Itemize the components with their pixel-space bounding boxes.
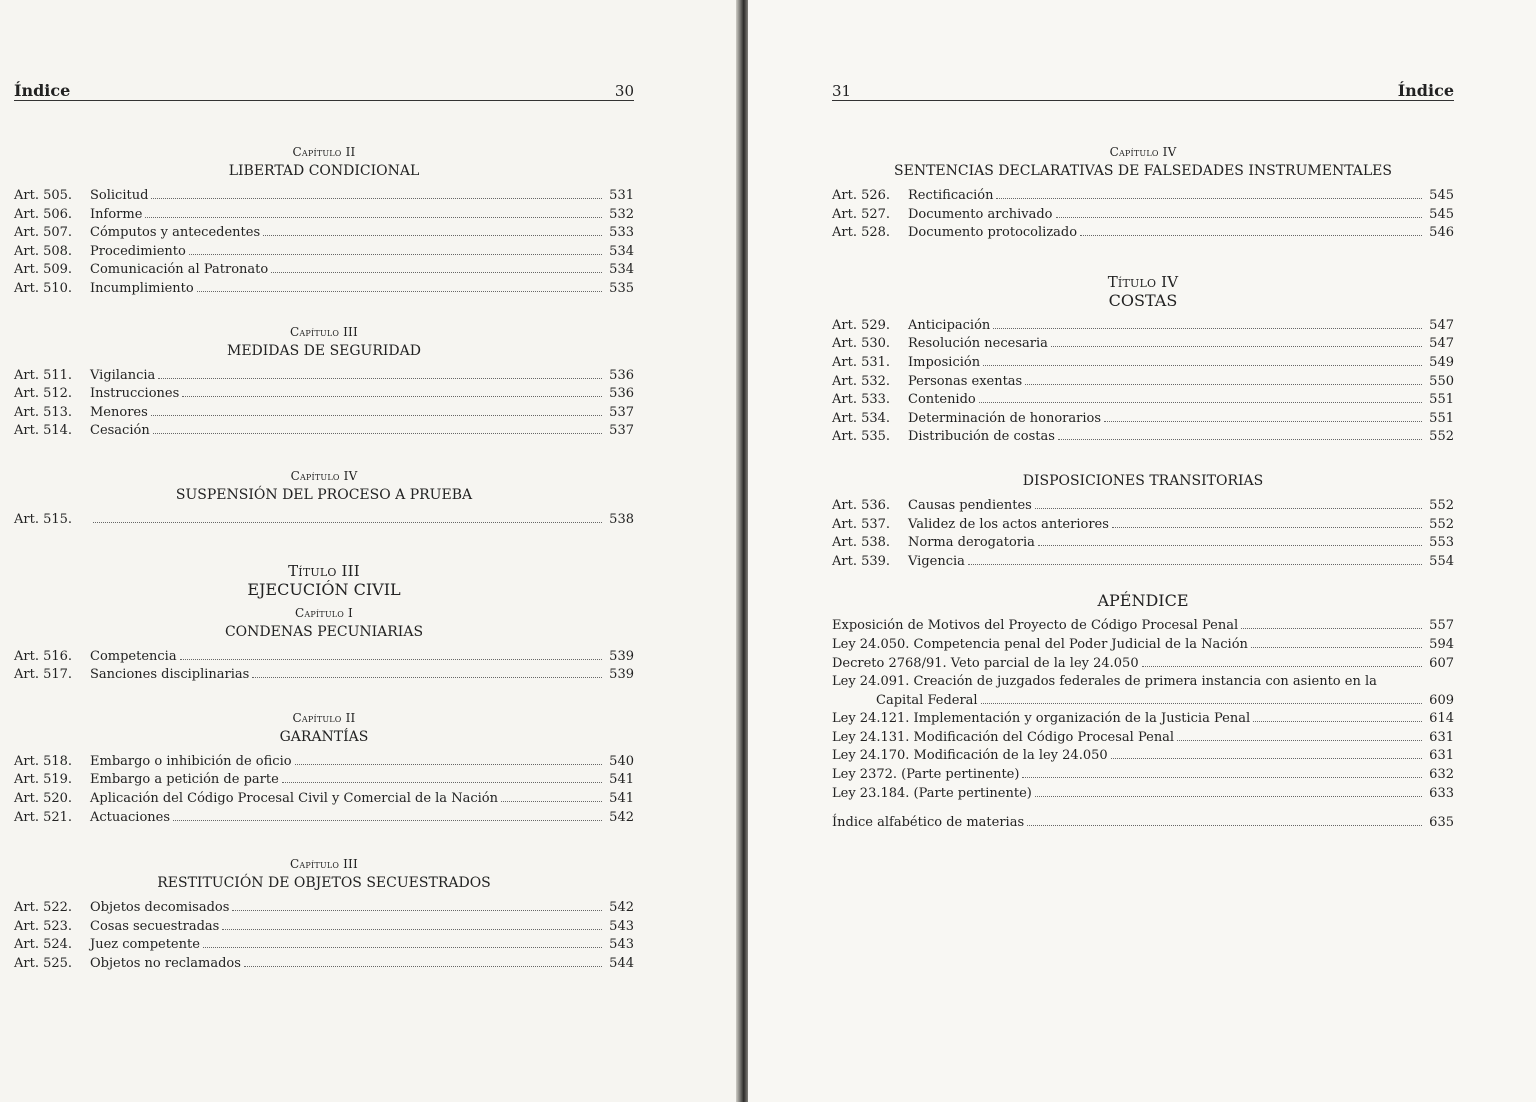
entry-page: 551 [1429,410,1454,426]
index-entry [832,410,1454,429]
dot-leader [282,782,602,783]
index-entry [14,899,634,918]
entry-page: 541 [609,790,634,806]
chapter-block [14,467,634,530]
left-page [0,0,742,1102]
index-entry [14,367,634,386]
index-entry [832,206,1454,225]
entry-page: 557 [1429,618,1454,634]
entry-page: 549 [1429,354,1454,370]
index-entry [14,404,634,423]
entry-label: Validez de los actos anteriores [908,516,1109,532]
article-number: Art. 526. [832,188,891,203]
dot-leader [983,365,1422,366]
entry-label: Determinación de honorarios [908,410,1102,426]
article-number: Art. 510. [14,280,73,296]
entry-label: Ley 24.050. Competencia penal del Poder Judicial de la Nación [832,636,1248,652]
right-page [748,0,1536,1102]
title-block [14,562,634,685]
chapter-block [14,143,634,299]
article-number: Art. 507. [14,225,73,241]
appendix-entry [832,766,1454,785]
titulo-label: Título IV [1107,272,1179,291]
entry-continuation [832,692,1454,711]
entry-page: 635 [1429,815,1454,831]
index-entry [832,187,1454,206]
index-entry [14,771,634,790]
chapter-title: GARANTÍAS [279,728,369,745]
dot-leader [1056,217,1423,218]
dot-leader [203,947,602,948]
entry-page: 550 [1429,373,1454,389]
entry-label: Ley 24.091. Creación de juzgados federales de primera instancia con asiento en la [832,674,1377,690]
dot-leader [1104,421,1422,422]
dot-leader [93,522,602,523]
entry-page: 531 [609,188,634,203]
article-number: Art. 537. [832,516,891,532]
entry-label: Incumplimiento [90,280,194,296]
article-number: Art. 524. [14,937,73,953]
article-number: Art. 516. [14,648,73,664]
entry-page: 614 [1429,711,1454,727]
entry-page: 553 [1429,535,1454,551]
entry-page: 540 [609,753,634,769]
dot-leader [1035,796,1422,797]
index-entry [832,317,1454,336]
article-number: Art. 538. [832,535,891,551]
appendix-entry [832,636,1454,655]
appendix-entry [832,617,1454,636]
article-number: Art. 511. [14,367,73,383]
dot-leader [501,801,602,802]
entry-label: Aplicación del Código Procesal Civil y Comercial de la Nación [90,790,498,806]
entry-page: 539 [609,667,634,683]
entry-page: 543 [609,918,634,934]
entry-label: Anticipación [908,317,991,333]
dot-leader [1080,235,1422,236]
entry-label: Resolución necesaria [908,336,1048,352]
section-title: DISPOSICIONES TRANSITORIAS [1022,472,1264,489]
chapter-label: Capítulo II [292,145,356,159]
chapter-block [832,143,1454,243]
dot-leader [271,272,602,273]
index-entry [832,373,1454,392]
dot-leader [1142,666,1422,667]
chapter-title: CONDENAS PECUNIARIAS [224,623,424,640]
appendix-entry [832,729,1454,748]
appendix-entry [832,747,1454,766]
entry-page: 631 [1429,748,1454,764]
dot-leader [295,764,602,765]
index-entry [14,955,634,974]
entry-label: Procedimiento [90,243,186,259]
article-number: Art. 506. [14,206,73,222]
header-title: Índice [1397,81,1454,100]
article-number: Art. 509. [14,262,73,278]
index-entry [14,422,634,441]
entry-page: 547 [1429,317,1454,333]
dot-leader [151,198,602,199]
dot-leader [1025,384,1422,385]
entry-label-cont: Capital Federal [876,692,978,708]
entry-label: Personas exentas [908,373,1023,389]
article-number: Art. 529. [832,317,891,333]
titulo-title: EJECUCIÓN CIVIL [247,579,401,599]
page-header-right [832,76,1454,101]
entry-label: Ley 24.131. Modificación del Código Procesal Penal [832,729,1175,745]
page-number: 31 [832,82,852,100]
index-entry [832,354,1454,373]
entry-label: Solicitud [90,188,149,203]
right-content [832,143,1454,851]
entry-label: Vigilancia [90,367,156,383]
article-number: Art. 532. [832,373,891,389]
entry-label: Causas pendientes [908,497,1032,513]
entry-page: 538 [609,511,634,527]
entry-page: 594 [1429,636,1454,652]
entry-page: 607 [1429,655,1454,671]
page-number: 30 [614,82,634,100]
entry-label: Instrucciones [90,386,180,402]
chapter-block [14,709,634,827]
chapter-title: RESTITUCIÓN DE OBJETOS SECUESTRADOS [157,875,491,892]
chapter-label: Capítulo II [292,710,356,725]
entry-label: Competencia [90,648,177,664]
entry-page: 552 [1429,516,1454,532]
index-entry [14,261,634,280]
entry-page: 545 [1429,188,1454,203]
entry-label: Distribución de costas [908,429,1055,445]
chapter-label: Capítulo III [290,857,358,872]
entry-label: Juez competente [90,937,200,953]
chapter-label: Capítulo IV [290,468,358,483]
entry-label: Decreto 2768/91. Veto parcial de la ley 24.050 [832,655,1139,671]
entry-label: Actuaciones [90,809,171,825]
article-number: Art. 539. [832,553,891,569]
dot-leader [968,564,1422,565]
appendix-entry [832,655,1454,674]
entry-label: Sanciones disciplinarias [90,667,250,683]
dot-leader [232,910,602,911]
article-number: Art. 533. [832,392,891,408]
dot-leader [173,820,602,821]
index-entry [14,918,634,937]
index-entry [14,753,634,772]
entry-page: 534 [609,262,634,278]
entry-page: 542 [609,809,634,825]
article-number: Art. 535. [832,429,891,445]
entry-label: Ley 24.121. Implementación y organización de la Justicia Penal [832,711,1251,727]
entry-page: 609 [1429,692,1454,708]
entry-label: Comunicación al Patronato [90,262,269,278]
entry-label: Embargo o inhibición de oficio [90,753,292,769]
dot-leader [145,217,602,218]
dot-leader [1058,439,1422,440]
appendix-block [832,591,1454,833]
entry-label: Documento archivado [908,206,1053,222]
dot-leader [244,966,602,967]
index-entry [832,553,1454,572]
entry-label: Objetos no reclamados [90,955,241,971]
chapter-title: MEDIDAS DE SEGURIDAD [226,342,421,359]
chapter-block [832,471,1454,571]
entry-label: Objetos decomisados [90,900,230,916]
dot-leader [189,254,602,255]
entry-label: Índice alfabético de materias [832,815,1025,831]
index-entry [14,385,634,404]
entry-page: 537 [609,404,634,420]
entry-page: 534 [609,243,634,259]
entry-page: 532 [609,206,634,222]
appendix-entry-final [832,814,1454,833]
appendix-title: APÉNDICE [1097,591,1189,611]
chapter-label: Capítulo I [294,605,353,620]
chapter-title: LIBERTAD CONDICIONAL [228,163,420,179]
dot-leader [263,235,602,236]
article-number: Art. 517. [14,667,73,683]
index-entry [14,206,634,225]
entry-label: Vigencia [908,553,965,569]
dot-leader [1111,758,1422,759]
entry-label: Ley 24.170. Modificación de la ley 24.050 [832,748,1108,764]
entry-label: Cómputos y antecedentes [90,225,261,241]
entry-page: 536 [609,367,634,383]
dot-leader [222,929,602,930]
index-entry [832,428,1454,447]
entry-label: Menores [90,404,148,420]
article-number: Art. 512. [14,386,73,402]
entry-label: Norma derogatoria [908,535,1035,551]
entry-page: 554 [1429,553,1454,569]
article-number: Art. 508. [14,243,73,259]
article-number: Art. 536. [832,497,891,513]
dot-leader [979,402,1422,403]
chapter-label: Capítulo IV [1109,145,1177,159]
dot-leader [993,328,1422,329]
entry-page: 536 [609,386,634,402]
index-entry [14,243,634,262]
article-number: Art. 515. [14,511,73,527]
dot-leader [1251,647,1422,648]
title-block [832,273,1454,447]
dot-leader [1035,508,1422,509]
index-entry [832,516,1454,535]
titulo-title: COSTAS [1108,290,1178,310]
index-entry [14,280,634,299]
index-entry [832,391,1454,410]
index-entry [14,224,634,243]
left-content [14,143,634,991]
article-number: Art. 530. [832,336,891,352]
index-entry [14,648,634,667]
article-number: Art. 518. [14,753,73,769]
chapter-title: SUSPENSIÓN DEL PROCESO A PRUEBA [175,486,473,503]
dot-leader [1038,545,1422,546]
entry-page: 544 [609,955,634,971]
article-number: Art. 514. [14,423,73,439]
chapter-title: SENTENCIAS DECLARATIVAS DE FALSEDADES INSTRUMENTALES [894,163,1392,179]
entry-page: 533 [609,225,634,241]
article-number: Art. 505. [14,188,73,203]
entry-label: Cesación [90,423,150,439]
entry-page: 541 [609,772,634,788]
article-number: Art. 519. [14,772,73,788]
index-entry [832,534,1454,553]
index-entry [832,224,1454,243]
index-entry [14,809,634,828]
index-entry [832,497,1454,516]
entry-label: Embargo a petición de parte [90,772,279,788]
article-number: Art. 525. [14,955,73,971]
article-number: Art. 520. [14,790,73,806]
entry-page: 551 [1429,392,1454,408]
appendix-entry [832,710,1454,729]
article-number: Art. 521. [14,809,73,825]
entry-page: 535 [609,280,634,296]
header-title: Índice [14,81,71,100]
dot-leader [1253,721,1422,722]
entry-page: 552 [1429,497,1454,513]
dot-leader [180,659,602,660]
entry-label: Ley 2372. (Parte pertinente) [832,767,1020,783]
article-number: Art. 531. [832,354,891,370]
index-entry [14,936,634,955]
entry-page: 632 [1429,767,1454,783]
dot-leader [182,396,602,397]
article-number: Art. 527. [832,206,891,222]
entry-page: 537 [609,423,634,439]
entry-label: Documento protocolizado [908,225,1078,241]
entry-page: 545 [1429,206,1454,222]
dot-leader [153,433,602,434]
dot-leader [1112,527,1422,528]
entry-label: Ley 23.184. (Parte pertinente) [832,785,1032,801]
dot-leader [981,703,1422,704]
entry-label: Contenido [908,392,976,408]
entry-label: Exposición de Motivos del Proyecto de Código Procesal Penal [832,618,1239,634]
page-header-left [14,76,634,101]
article-number: Art. 528. [832,225,891,241]
index-entry [14,511,634,530]
article-number: Art. 522. [14,900,73,916]
index-entry [832,335,1454,354]
article-number: Art. 534. [832,410,891,426]
dot-leader [1241,628,1422,629]
article-number: Art. 513. [14,404,73,420]
entry-page: 631 [1429,729,1454,745]
dot-leader [1051,346,1422,347]
entry-page: 542 [609,900,634,916]
entry-page: 539 [609,648,634,664]
chapter-label: Capítulo III [290,324,358,339]
entry-page: 633 [1429,785,1454,801]
chapter-block [14,323,634,441]
entry-page: 552 [1429,429,1454,445]
entry-label: Cosas secuestradas [90,918,220,934]
dot-leader [1022,777,1422,778]
index-entry [14,187,634,206]
dot-leader [158,378,602,379]
dot-leader [197,291,602,292]
entry-page: 546 [1429,225,1454,241]
appendix-entry [832,785,1454,804]
index-entry [14,790,634,809]
dot-leader [151,415,602,416]
entry-label: Imposición [908,354,981,370]
chapter-block [14,855,634,973]
entry-page: 547 [1429,336,1454,352]
article-number: Art. 523. [14,918,73,934]
appendix-entry [832,673,1454,710]
titulo-label: Título III [288,561,360,580]
entry-label: Informe [90,206,143,222]
dot-leader [1027,825,1422,826]
index-entry [14,666,634,685]
entry-page: 543 [609,937,634,953]
entry-label: Rectificación [908,188,994,203]
dot-leader [996,198,1422,199]
dot-leader [1177,740,1422,741]
dot-leader [252,677,602,678]
